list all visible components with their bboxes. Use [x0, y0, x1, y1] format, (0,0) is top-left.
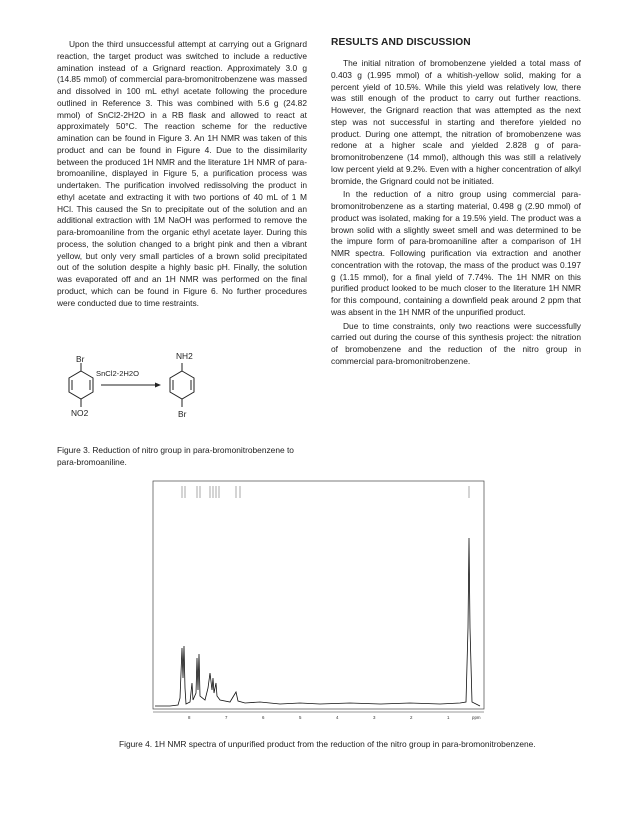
product-amine-label: NH2	[176, 351, 193, 361]
tick-label: 7	[225, 715, 228, 720]
reactant-br-label: Br	[76, 354, 85, 364]
tick-label: 3	[373, 715, 376, 720]
tick-label: 2	[410, 715, 413, 720]
tick-label: 8	[188, 715, 191, 720]
peak-label-ticks	[182, 486, 469, 498]
right-column	[331, 58, 581, 370]
figure-4-caption: Figure 4. 1H NMR spectra of unpurified product from the reduction of the nitro group in para-bromonitrobenzene.	[119, 739, 536, 749]
left-column	[57, 39, 307, 311]
reagent-label: SnCl2-2H2O	[96, 369, 140, 378]
reaction-arrowhead	[155, 383, 161, 388]
figure-3-caption: Figure 3. Reduction of nitro group in para-bromonitrobenzene to para-bromoaniline.	[57, 445, 294, 467]
results-paragraph-2: In the reduction of a nitro group using commercial para-bromonitrobenzene as a starting material, 0.498 g (2.90 mmol) of product was isolated, making for a 19.5% yield. The product was a brown solid with a slightly sweet smell and was determined to be the impure form of para-bromoaniline after a comparison of 1H NMR spectra. Following purification via extraction and another concentration with the rotovap, the mass of the product was 0.197 g (1.15 mmol), for a final yield of 7.74%. The 1H NMR on this purified product looked to be much closer to the literature 1H NMR for this compound, containing a downfield peak around 2 ppm that was absent in the 1H NMR of the unpurified product.	[331, 189, 581, 317]
spectrum-frame	[153, 481, 484, 709]
results-paragraph-3: Due to time constraints, only two reactions were successfully carried out during the course of this synthesis project: the nitration of bromobenzene and the reduction of the nitro group in commercial para-bromonitrobenzene.	[331, 320, 581, 366]
results-heading: RESULTS AND DISCUSSION	[331, 37, 471, 48]
tick-label: ppm	[472, 715, 481, 720]
results-paragraph-1: The initial nitration of bromobenzene yielded a total mass of 0.403 g (1.995 mmol) of a whitish-yellow solid, making for a percent yield of 10.5%. While this yield was relatively low, there was still enough of the product to carry out further reactions. However, the Grignard reaction that was attempted as the next step was not successful in starting and therefore yielded no product. During one attempt, the nitration of bromobenzene was redone at a higher scale and yielded 2.828 g of para-bromonitrobenzene (14 mmol), although this was still a relatively low percent yield at 9.2%. Even with a higher concentration of alkyl bromide, the Grignard could not be initiated.	[331, 58, 581, 186]
reactant-ring	[69, 363, 93, 407]
product-ring	[170, 363, 194, 407]
spectrum-trace	[155, 538, 480, 706]
tick-label: 6	[262, 715, 265, 720]
tick-label: 4	[336, 715, 339, 720]
ppm-axis-ticks	[188, 715, 481, 720]
methods-paragraph: Upon the third unsuccessful attempt at carrying out a Grignard reaction, the target product was switched to include a reductive amination instead of a Grignard reaction. Approximately 3.0 g (14.85 mmol) of commercial para-bromonitrobenzene was massed and dissolved in 100 mL ethyl acetate following the procedure outlined in Reference 3. This was combined with 5.6 g (24.82 mmol) of SnCl2-2H2O in a RB flask and allowed to react at approximately 50°C. The reaction scheme for the reductive amination can be found in Figure 3. An 1H NMR was taken of this product and can be found in Figure 4. Due to the dissimilarity between the produced 1H NMR and the literature 1H NMR of para-bromoaniline, displayed in Figure 5, a purification process was undertaken. The purification involved redissolving the product in ethyl acetate and extracting it with two portions of 40 mL of 1 M HCl. This caused the Sn to precipitate out of the solution and an additional extraction with 1M NaOH was performed to remove the para-bromoaniline from the organic ethyl acetate layer. During this process, the solution changed to a bright pink and then a vibrant yellow, but only very small particles of a brown solid precipitated out of the solution despite a highly basic pH. Finally, the solution was evaporated off and an 1H NMR was performed on the final product, which can be found in Figure 6. No further procedures were conducted due to time restraints.	[57, 39, 307, 308]
tick-label: 1	[447, 715, 450, 720]
product-br-label: Br	[178, 409, 187, 419]
reaction-scheme	[57, 345, 257, 440]
nmr-spectrum	[150, 478, 488, 722]
reactant-nitro-label: NO2	[71, 408, 89, 418]
tick-label: 5	[299, 715, 302, 720]
